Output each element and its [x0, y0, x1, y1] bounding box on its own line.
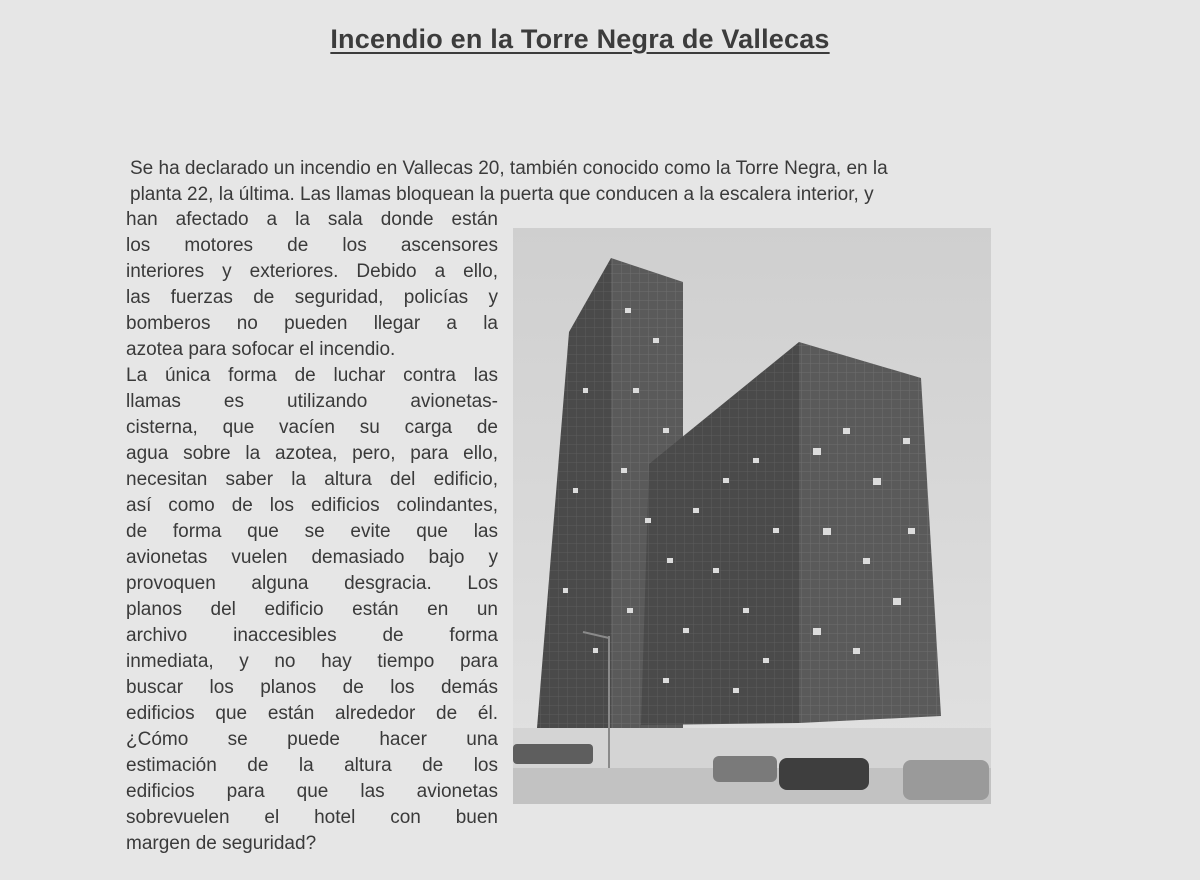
intro-line: Se ha declarado un incendio en Vallecas 20, también conocido como la Torre Negra, en la [130, 158, 888, 179]
body-line: necesitan saber la altura del edificio, [126, 469, 498, 490]
body-line: interiores y exteriores. Debido a ello, [126, 261, 498, 282]
body-line: buscar los planos de los demás [126, 677, 498, 698]
page-title: Incendio en la Torre Negra de Vallecas [330, 24, 830, 54]
body-line: archivo inaccesibles de forma [126, 625, 498, 646]
intro-line: planta 22, la última. Las llamas bloquean la puerta que conducen a la escalera interior, y [130, 184, 874, 205]
body-line: margen de seguridad? [126, 833, 317, 854]
body-line: de forma que se evite que las [126, 521, 498, 542]
body-line: inmediata, y no hay tiempo para [126, 651, 498, 672]
body-line: azotea para sofocar el incendio. [126, 339, 396, 360]
body-line: así como de los edificios colindantes, [126, 495, 498, 516]
body-line: han afectado a la sala donde están [126, 209, 498, 230]
body-line: los motores de los ascensores [126, 235, 498, 256]
body-line: ¿Cómo se puede hacer una [126, 729, 498, 750]
building-photo [513, 228, 991, 804]
body-line: provoquen alguna desgracia. Los [126, 573, 498, 594]
body-line: estimación de la altura de los [126, 755, 498, 776]
body-line: cisterna, que vacíen su carga de [126, 417, 498, 438]
body-line: edificios para que las avionetas [126, 781, 498, 802]
body-line: agua sobre la azotea, pero, para ello, [126, 443, 498, 464]
intro-paragraph [130, 156, 1040, 208]
body-line: las fuerzas de seguridad, policías y [126, 287, 498, 308]
body-column [126, 207, 498, 857]
body-line: bomberos no pueden llegar a la [126, 313, 498, 334]
body-line: La única forma de luchar contra las [126, 365, 498, 386]
body-line: llamas es utilizando avionetas- [126, 391, 498, 412]
body-line: planos del edificio están en un [126, 599, 498, 620]
body-line: edificios que están alrededor de él. [126, 703, 498, 724]
body-line: avionetas vuelen demasiado bajo y [126, 547, 498, 568]
body-line: sobrevuelen el hotel con buen [126, 807, 498, 828]
